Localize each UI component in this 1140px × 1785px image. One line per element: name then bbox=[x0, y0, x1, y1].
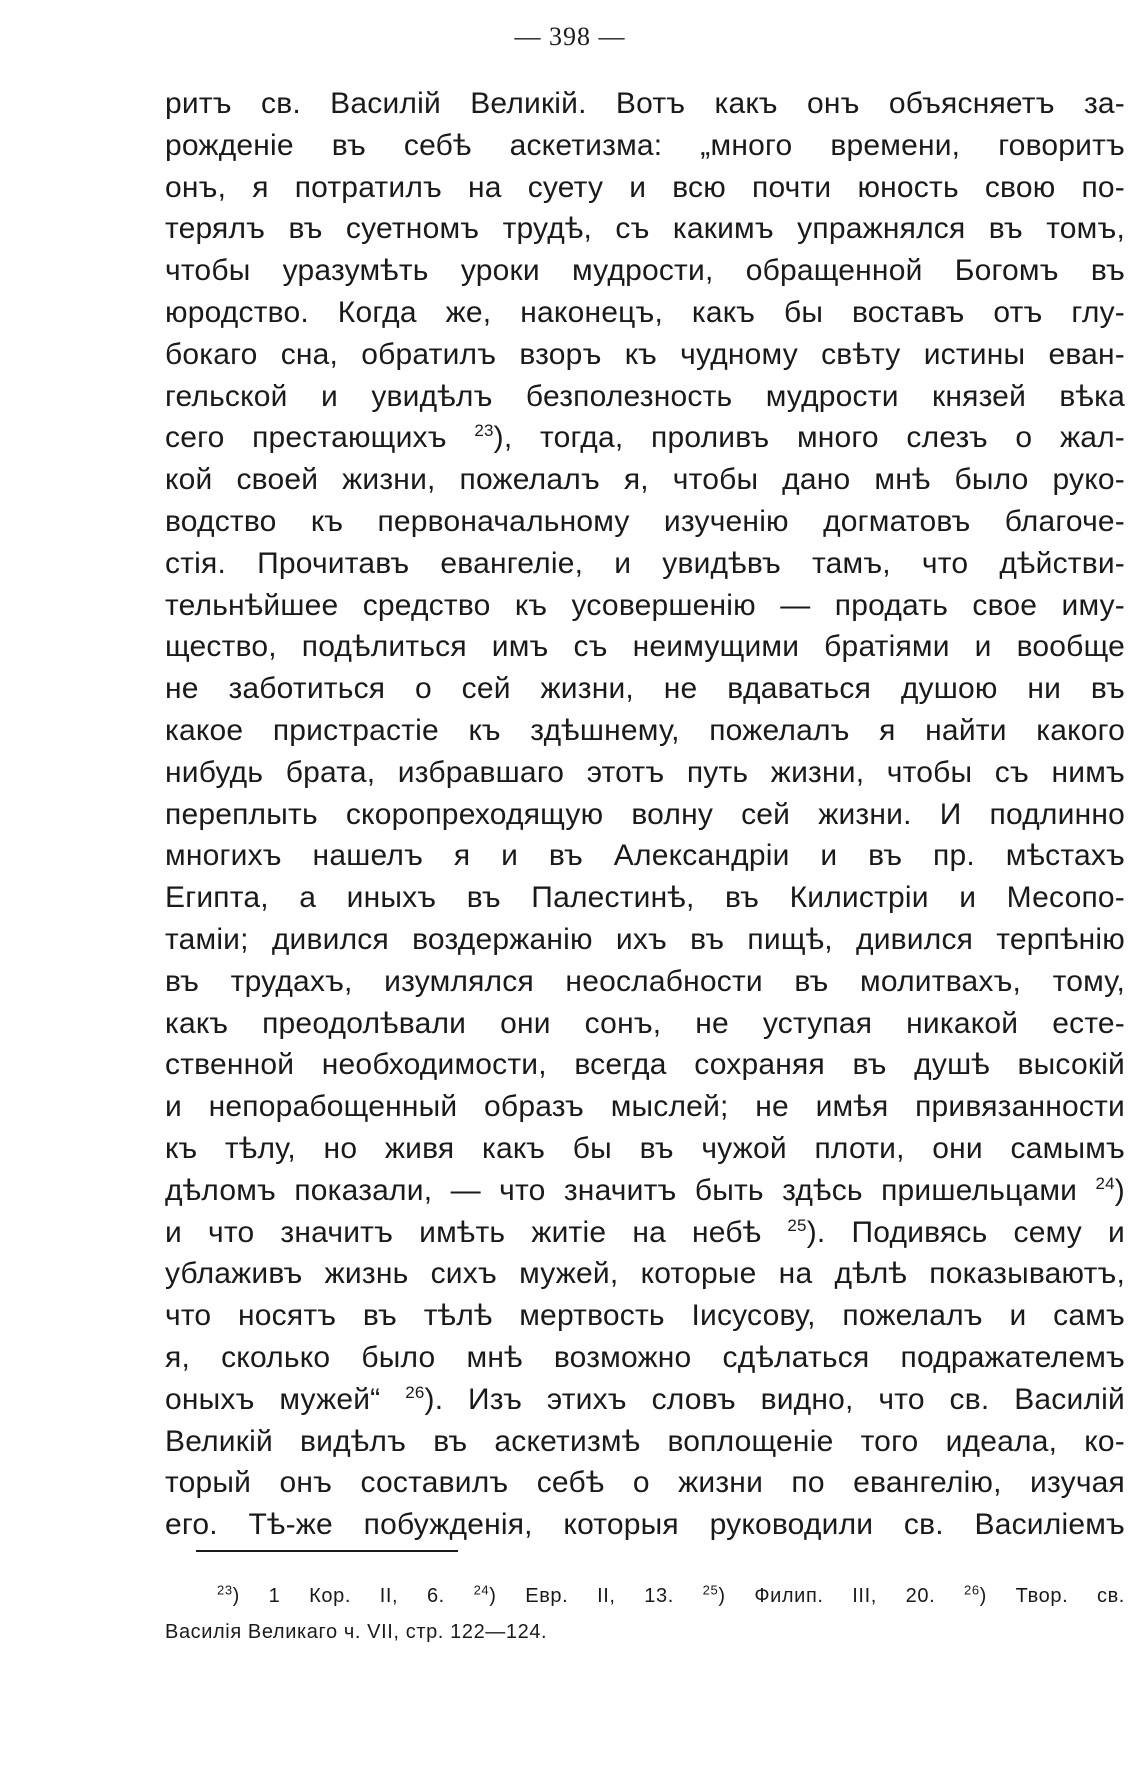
line-text: щество, подѣлиться имъ съ неимущими братіями и вообще bbox=[165, 630, 1125, 664]
text-line bbox=[165, 961, 1125, 1003]
text-line bbox=[165, 501, 1125, 543]
line-text: и что значитъ имѣть житіе на небѣ bbox=[165, 1215, 788, 1249]
text-line bbox=[165, 710, 1125, 752]
footnote-ref: 26 bbox=[405, 1382, 425, 1402]
line-text: кой своей жизни, пожелалъ я, чтобы дано мнѣ было руко- bbox=[165, 463, 1125, 497]
line-text: Великій видѣлъ въ аскетизмѣ воплощеніе того идеала, ко- bbox=[165, 1424, 1125, 1458]
text-line bbox=[165, 1337, 1125, 1379]
footnote-divider bbox=[196, 1550, 458, 1552]
text-line bbox=[165, 1379, 1125, 1421]
footnote-number: 26 bbox=[964, 1582, 980, 1598]
line-text: онъ, я потратилъ на суету и всю почти юность свою по- bbox=[165, 170, 1125, 204]
footnote-item bbox=[473, 1582, 674, 1607]
line-text: я, сколько было мнѣ возможно сдѣлаться подражателемъ bbox=[165, 1340, 1125, 1374]
text-line bbox=[165, 1253, 1125, 1295]
line-text: стія. Прочитавъ евангеліе, и увидѣвъ тамъ, что дѣйстви- bbox=[165, 546, 1125, 580]
line-text: бокаго сна, обратилъ взоръ къ чудному свѣту истины еван- bbox=[165, 337, 1125, 371]
line-text: ственной необходимости, всегда сохраняя въ душѣ высокій bbox=[165, 1048, 1125, 1082]
footnote-text: ) Твор. св. bbox=[979, 1585, 1125, 1607]
text-line bbox=[165, 83, 1125, 125]
footnote-text: ) 1 Кор. II, 6. bbox=[232, 1585, 445, 1607]
line-text-after-ref: ). Изъ этихъ словъ видно, что св. Василій bbox=[424, 1382, 1125, 1416]
text-line bbox=[165, 250, 1125, 292]
text-line bbox=[165, 668, 1125, 710]
text-line bbox=[165, 459, 1125, 501]
text-line bbox=[165, 292, 1125, 334]
footnote-ref: 25 bbox=[787, 1215, 807, 1235]
text-line bbox=[165, 1044, 1125, 1086]
text-line bbox=[165, 1421, 1125, 1463]
line-text-after-ref: ) bbox=[1114, 1173, 1125, 1207]
text-line bbox=[165, 1295, 1125, 1337]
text-line bbox=[165, 626, 1125, 668]
text-line bbox=[165, 585, 1125, 627]
line-text: многихъ нашелъ я и въ Александріи и въ пр. мѣстахъ bbox=[165, 839, 1125, 873]
main-text bbox=[165, 83, 1125, 1546]
page-number: — 398 — bbox=[514, 22, 626, 51]
line-text: не заботиться о сей жизни, не вдаваться душою ни въ bbox=[165, 672, 1125, 706]
text-line bbox=[165, 125, 1125, 167]
text-line bbox=[165, 167, 1125, 209]
text-line bbox=[165, 835, 1125, 877]
text-line bbox=[165, 752, 1125, 794]
text-line bbox=[165, 334, 1125, 376]
line-text: водство къ первоначальному изученію догматовъ благоче- bbox=[165, 504, 1125, 538]
line-text: какъ преодолѣвали они сонъ, не уступая никакой есте- bbox=[165, 1006, 1125, 1040]
line-text: сего престающихъ bbox=[165, 421, 475, 455]
text-line bbox=[165, 1212, 1125, 1254]
line-text: дѣломъ показали, — что значитъ быть здѣсь пришельцами bbox=[165, 1173, 1096, 1207]
line-text: какое пристрастіе къ здѣшнему, пожелалъ я найти какого bbox=[165, 713, 1125, 747]
line-text: юродство. Когда же, наконецъ, какъ бы воставъ отъ глу- bbox=[165, 295, 1125, 329]
line-text: чтобы уразумѣть уроки мудрости, обращенной Богомъ въ bbox=[165, 254, 1125, 288]
footnote-item bbox=[165, 1621, 547, 1643]
text-line bbox=[165, 376, 1125, 418]
line-text: рожденіе въ себѣ аскетизма: „много времени, говоритъ bbox=[165, 128, 1125, 162]
text-line bbox=[165, 1504, 1125, 1546]
text-line bbox=[165, 877, 1125, 919]
line-text: что носятъ въ тѣлѣ мертвость Іисусову, пожелалъ и самъ bbox=[165, 1299, 1125, 1333]
line-text: его. Тѣ-же побужденія, которыя руководили св. Василіемъ bbox=[165, 1508, 1125, 1542]
line-text: оныхъ мужей“ bbox=[165, 1382, 406, 1416]
text-line bbox=[165, 919, 1125, 961]
footnote-ref: 23 bbox=[474, 421, 494, 441]
line-text: таміи; дивился воздержанію ихъ въ пищѣ, дивился терпѣнію bbox=[165, 922, 1125, 956]
footnote-number: 24 bbox=[473, 1582, 490, 1598]
line-text-after-ref: ). Подивясь сему и bbox=[806, 1215, 1125, 1249]
footnote-text: ) Филип. III, 20. bbox=[718, 1585, 936, 1607]
footnote-number: 23 bbox=[217, 1582, 233, 1598]
text-line bbox=[165, 1003, 1125, 1045]
footnote-item bbox=[702, 1582, 936, 1607]
line-text: къ тѣлу, но живя какъ бы въ чужой плоти, они самымъ bbox=[165, 1131, 1125, 1165]
text-line bbox=[165, 208, 1125, 250]
footnote-line bbox=[165, 1614, 1125, 1650]
footnote-text: Василія Великаго ч. VII, стр. 122—124. bbox=[165, 1621, 548, 1643]
line-text: гельской и увидѣлъ безполезность мудрости князей вѣка bbox=[165, 379, 1125, 413]
line-text: переплыть скоропреходящую волну сей жизни. И подлинно bbox=[165, 797, 1125, 831]
line-text-after-ref: ), тогда, проливъ много слезъ о жал- bbox=[493, 421, 1125, 455]
line-text: въ трудахъ, изумлялся неослабности въ молитвахъ, тому, bbox=[165, 964, 1125, 998]
text-line bbox=[165, 417, 1125, 459]
line-text: Египта, а иныхъ въ Палестинѣ, въ Килистріи и Месопо- bbox=[165, 881, 1125, 915]
line-text: тельнѣйшее средство къ усовершенію — продать свое иму- bbox=[165, 588, 1125, 622]
text-line bbox=[165, 1462, 1125, 1504]
line-text: и непорабощенный образъ мыслей; не имѣя привязанности bbox=[165, 1090, 1125, 1124]
text-line bbox=[165, 794, 1125, 836]
footnotes bbox=[165, 1578, 1125, 1650]
footnote-text: ) Евр. II, 13. bbox=[489, 1585, 674, 1607]
line-text: торый онъ составилъ себѣ о жизни по евангелію, изучая bbox=[165, 1466, 1125, 1500]
line-text: терялъ въ суетномъ трудѣ, съ какимъ упражнялся въ томъ, bbox=[165, 212, 1125, 246]
text-line bbox=[165, 543, 1125, 585]
text-line bbox=[165, 1086, 1125, 1128]
text-line bbox=[165, 1128, 1125, 1170]
line-text: ритъ св. Василій Великій. Вотъ какъ онъ объясняетъ за- bbox=[165, 87, 1125, 120]
footnote-item bbox=[964, 1582, 1125, 1607]
line-text: ублаживъ жизнь сихъ мужей, которые на дѣлѣ показываютъ, bbox=[165, 1257, 1125, 1291]
footnote-number: 25 bbox=[702, 1582, 719, 1598]
footnote-ref: 24 bbox=[1095, 1173, 1115, 1193]
footnote-line bbox=[165, 1578, 1125, 1614]
footnote-item bbox=[217, 1582, 445, 1607]
line-text: нибудь брата, избравшаго этотъ путь жизни, чтобы съ нимъ bbox=[165, 755, 1125, 789]
text-line bbox=[165, 1170, 1125, 1212]
